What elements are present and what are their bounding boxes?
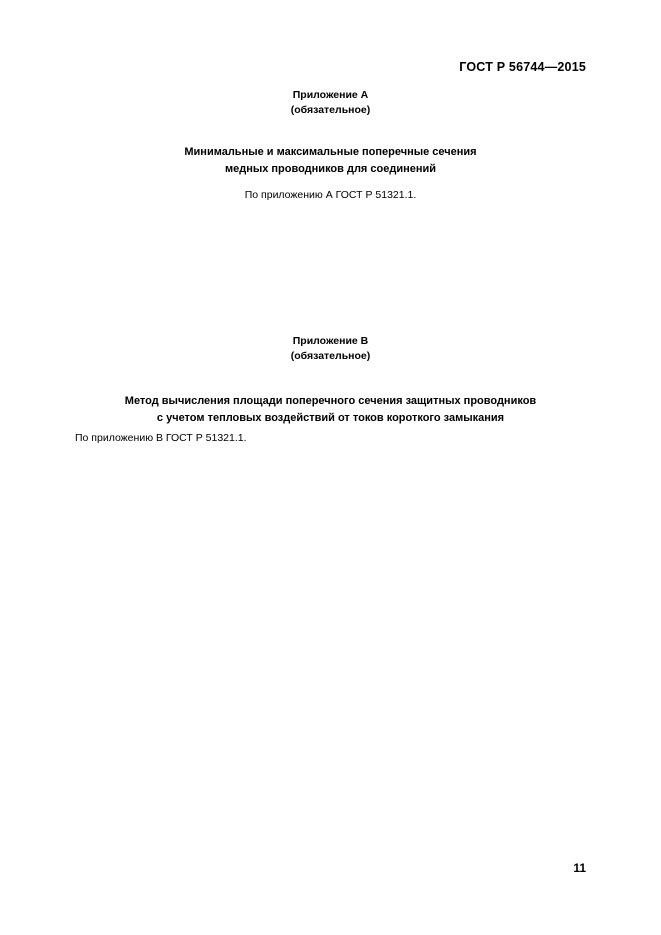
annex-a-title: [110, 144, 551, 177]
annex-b-title-line-2: с учетом тепловых воздействий от токов короткого замыкания: [156, 411, 505, 424]
annex-b-title: [70, 393, 591, 426]
annex-a-heading: [0, 88, 661, 118]
annex-a-title-line-1: Минимальные и максимальные поперечные сечения: [184, 146, 477, 158]
page-header-standard-code: ГОСТ Р 56744—2015: [459, 60, 586, 74]
annex-a-title-line-2: медных проводников для соединений: [224, 162, 437, 175]
annex-b-body-text: По приложению В ГОСТ Р 51321.1.: [75, 432, 247, 444]
annex-a-body-text: По приложению А ГОСТ Р 51321.1.: [244, 189, 417, 201]
annex-b-label: Приложение В: [292, 335, 369, 347]
annex-a-status: (обязательное): [290, 104, 371, 117]
annex-b-title-line-1: Метод вычисления площади поперечного сечения защитных проводников: [124, 395, 537, 407]
page-number: 11: [573, 861, 586, 875]
annex-b-heading: [0, 334, 661, 364]
annex-b-status: (обязательное): [290, 350, 371, 363]
annex-a-label: Приложение А: [292, 89, 369, 101]
